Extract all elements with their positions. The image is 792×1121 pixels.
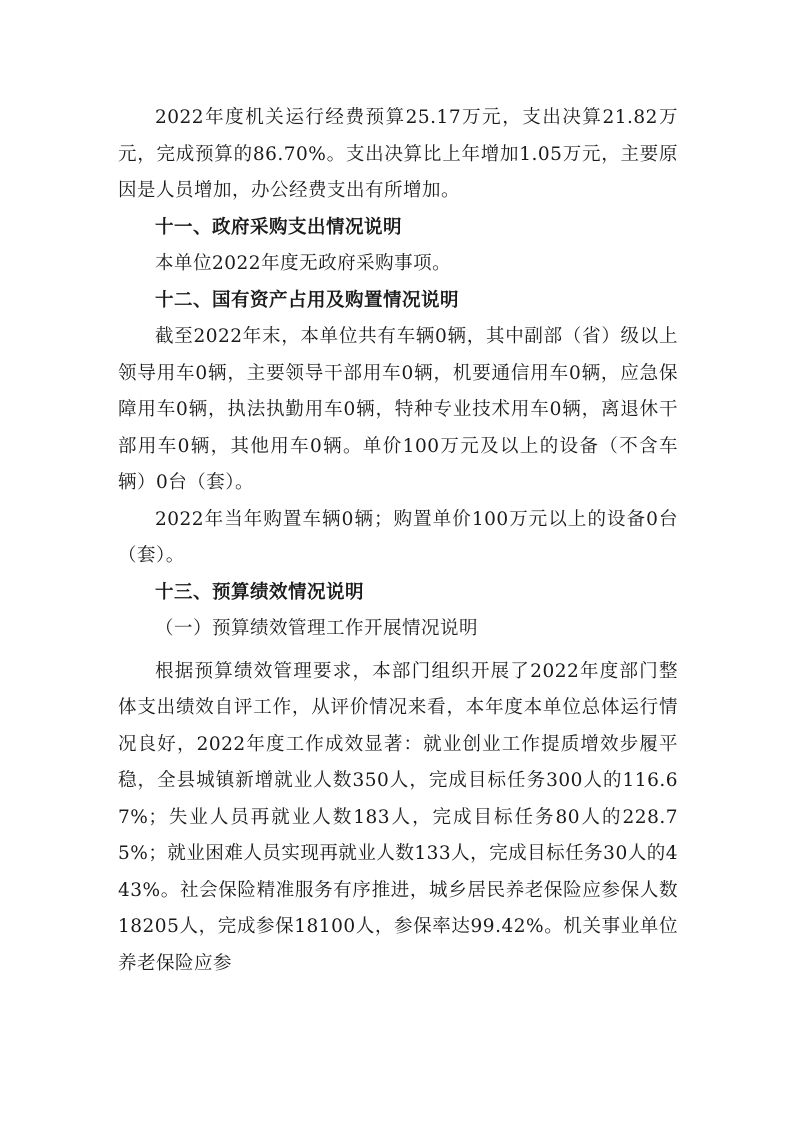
paragraph-purchases: 2022年当年购置车辆0辆；购置单价100万元以上的设备0台（套）。 xyxy=(118,508,678,566)
heading-performance: 十三、预算绩效情况说明 xyxy=(155,581,365,603)
paragraph-operating-expenses: 2022年度机关运行经费预算25.17万元，支出决算21.82万元，完成预算的86.70%。支出决算比上年增加1.05万元，主要原因是人员增加，办公经费支出有所增加。 xyxy=(118,107,678,201)
document-body xyxy=(118,100,678,982)
paragraph-procurement: 本单位2022年度无政府采购事项。 xyxy=(155,253,452,274)
heading-government-procurement: 十一、政府采购支出情况说明 xyxy=(155,216,403,238)
paragraph-vehicles: 截至2022年末，本单位共有车辆0辆，其中副部（省）级以上领导用车0辆，主要领导干部用车0辆，机要通信用车0辆，应急保障用车0辆，执法执勤用车0辆，特种专业技术用车0辆，离退休干部用车0辆，其他用车0辆。单价100万元及以上的设备（不含车辆）0台（套）。 xyxy=(118,326,678,493)
heading-state-assets: 十二、国有资产占用及购置情况说明 xyxy=(155,289,460,311)
paragraph-performance-results: 根据预算绩效管理要求，本部门组织开展了2022年度部门整体支出绩效自评工作，从评价情况来看，本年度本单位总体运行情况良好，2022年度工作成效显著：就业创业工作提质增效步履平稳，全县城镇新增就业人数350人，完成目标任务300人的116.67%；失业人员再就业人数183人，完成目标任务80人的228.75%；就业困难人员实现再就业人数133人，完成目标任务30人的443%。社会保险精准服务有序推进，城乡居民养老保险应参保人数18205人，完成参保18100人，参保率达99.42%。机关事业单位养老保险应参 xyxy=(118,660,678,974)
subheading-performance-management: （一）预算绩效管理工作开展情况说明 xyxy=(155,618,479,639)
